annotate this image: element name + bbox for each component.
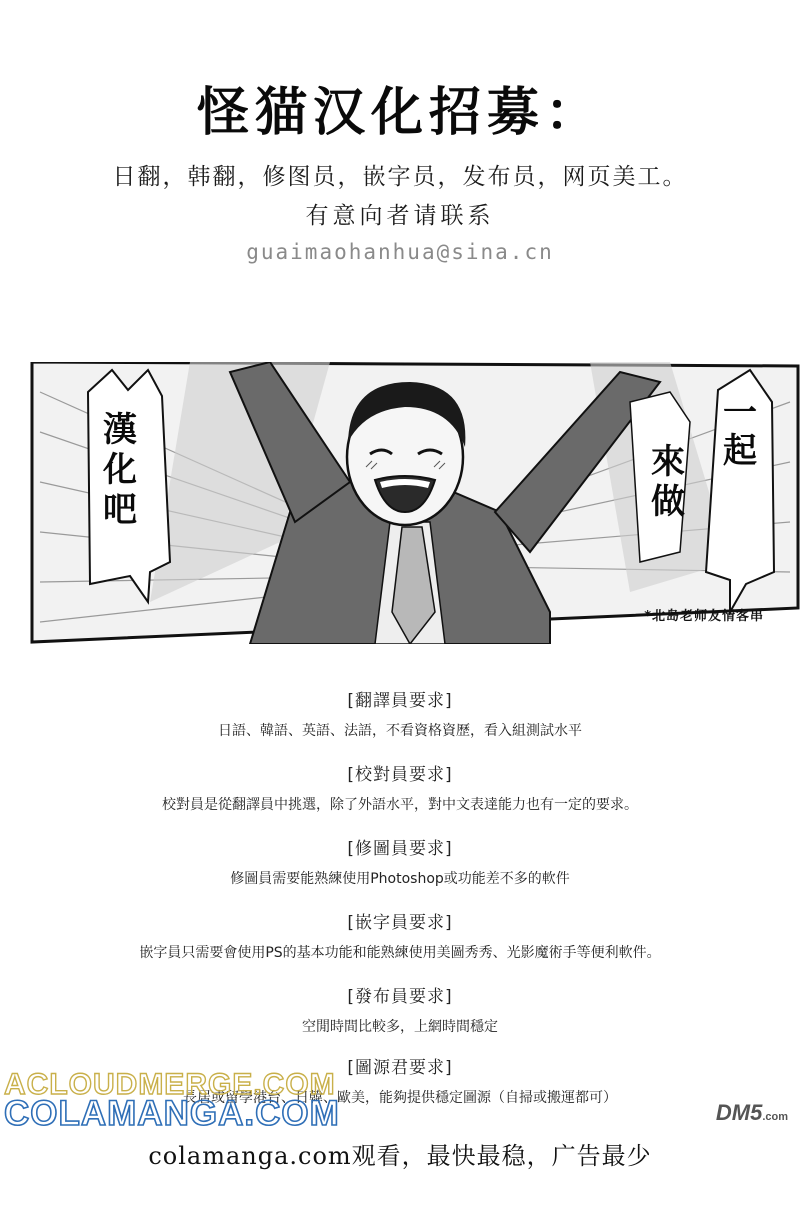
requirement-desc: 嵌字員只需要會使用PS的基本功能和能熟練使用美圖秀秀、光影魔術手等便利軟件。: [139, 945, 661, 961]
requirement-heading: [翻譯員要求]: [347, 691, 453, 711]
roles-list: 日翻，韩翻，修图员，嵌字员，发布员，网页美工。: [112, 164, 688, 190]
requirement-heading: [校對員要求]: [347, 765, 453, 785]
requirement-desc: 校對員是從翻譯員中挑選，除了外語水平，對中文表達能力也有一定的要求。: [162, 797, 638, 813]
page-title: 怪猫汉化招募：: [196, 82, 603, 143]
dm5-logo-suffix: .com: [762, 1111, 788, 1123]
contact-prompt: 有意向者请联系: [305, 203, 495, 229]
watermark-colamanga: COLAMANGA.COM: [4, 1094, 340, 1133]
requirement-translator: [0, 686, 800, 740]
manga-panel: [30, 362, 800, 644]
requirement-desc: 長居或留學港台、日韓、歐美，能夠提供穩定圖源（自掃或搬運都可）: [183, 1090, 617, 1106]
requirement-heading: [修圖員要求]: [347, 839, 453, 859]
bubble-right-top-text: 一起: [723, 393, 757, 471]
requirement-desc: 修圖員需要能熟練使用Photoshop或功能差不多的軟件: [230, 871, 570, 887]
bubble-right-bottom-text: 來做: [651, 442, 685, 522]
requirement-typesetter: [0, 908, 800, 962]
dm5-logo: [716, 1100, 788, 1126]
contact-email[interactable]: guaimaohanhua@sina.cn: [246, 240, 554, 264]
bubble-left-text: 漢化吧: [103, 410, 137, 530]
requirement-proofreader: [0, 760, 800, 814]
requirement-heading: [圖源君要求]: [347, 1058, 453, 1078]
dm5-logo-text: DM5: [715, 1100, 763, 1125]
requirement-desc: 空閒時間比較多，上網時間穩定: [302, 1019, 498, 1035]
requirement-heading: [發布員要求]: [347, 987, 453, 1007]
watermark-acloudmerge: ACLOUDMERGE.COM: [4, 1068, 336, 1101]
requirement-editor: [0, 834, 800, 888]
requirement-publisher: [0, 982, 800, 1036]
guest-credit: *北岛老师友情客串: [644, 609, 764, 624]
requirement-heading: [嵌字員要求]: [347, 913, 453, 933]
footer-notice: colamanga.com观看，最快最稳，广告最少: [148, 1142, 652, 1170]
requirement-desc: 日語、韓語、英語、法語，不看資格資歷，看入組測試水平: [218, 723, 582, 739]
